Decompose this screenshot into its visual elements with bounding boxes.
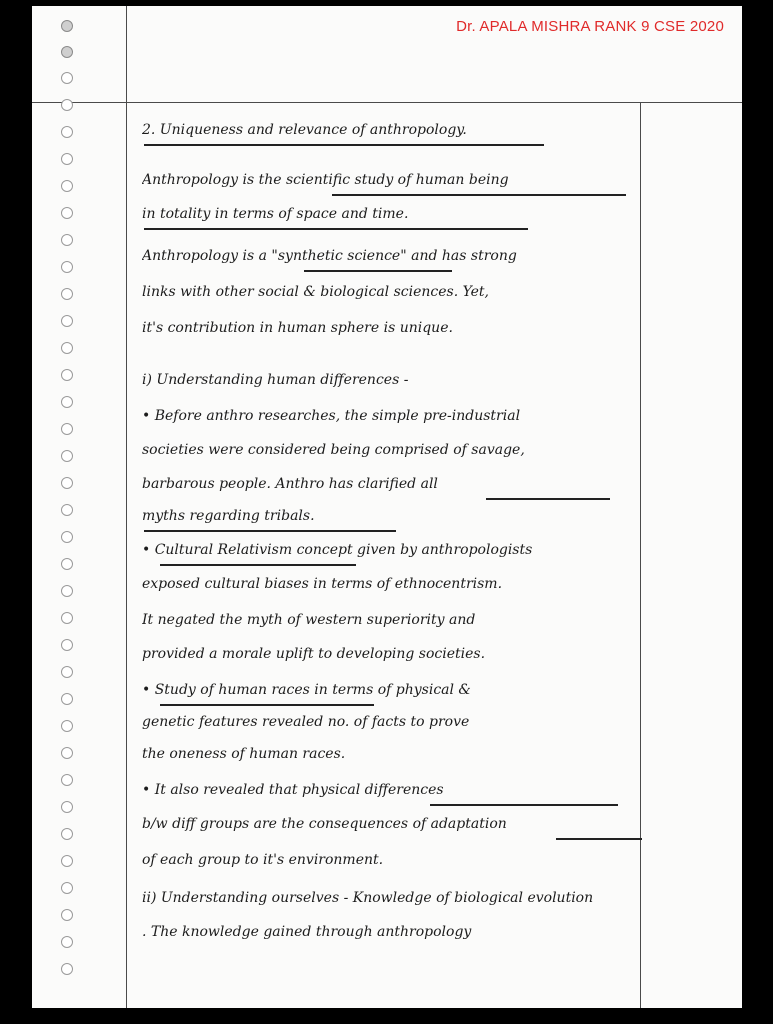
text-line: b/w diff groups are the consequences of adaptation: [142, 816, 507, 832]
binder-hole: [61, 99, 73, 111]
emphasis-underline: [160, 704, 374, 706]
subheading: ii) Understanding ourselves - Knowledge of biological evolution: [142, 890, 594, 906]
binder-hole: [61, 855, 73, 867]
bullet-line: • It also revealed that physical differences: [142, 782, 444, 798]
binder-hole: [61, 639, 73, 651]
emphasis-underline: [160, 564, 356, 566]
bullet-line: • Before anthro researches, the simple pre-industrial: [142, 408, 521, 424]
binder-hole: [61, 936, 73, 948]
bullet-line: • Study of human races in terms of physical &: [142, 682, 471, 698]
binder-hole: [61, 369, 73, 381]
binder-hole: [61, 882, 73, 894]
binder-hole: [61, 477, 73, 489]
binder-hole: [61, 423, 73, 435]
binder-hole: [61, 747, 73, 759]
text-line: . The knowledge gained through anthropology: [142, 924, 472, 940]
binder-hole: [61, 180, 73, 192]
text-line: myths regarding tribals.: [142, 508, 315, 524]
heading-underline: [144, 144, 544, 146]
binder-hole: [61, 774, 73, 786]
binder-hole: [61, 531, 73, 543]
emphasis-underline: [144, 228, 528, 230]
bullet-line: • Cultural Relativism concept given by anthropologists: [142, 542, 533, 558]
text-line: exposed cultural biases in terms of ethnocentrism.: [142, 576, 503, 592]
emphasis-underline: [430, 804, 618, 806]
binder-hole: [61, 909, 73, 921]
emphasis-underline: [144, 530, 396, 532]
emphasis-underline: [556, 838, 642, 840]
watermark: Dr. APALA MISHRA RANK 9 CSE 2020: [456, 18, 724, 35]
binder-hole: [61, 504, 73, 516]
binder-hole: [61, 342, 73, 354]
text-line: barbarous people. Anthro has clarified all: [142, 476, 438, 492]
top-rule: [32, 102, 742, 103]
binder-hole: [61, 261, 73, 273]
binder-hole: [61, 396, 73, 408]
left-margin-line: [126, 6, 127, 1008]
binder-hole: [61, 612, 73, 624]
binder-hole: [61, 126, 73, 138]
binder-hole: [61, 666, 73, 678]
text-line: Anthropology is the scientific study of human being: [142, 172, 509, 188]
binder-hole: [61, 20, 73, 32]
binder-hole: [61, 801, 73, 813]
binder-hole: [61, 72, 73, 84]
emphasis-underline: [304, 270, 452, 272]
binder-hole: [61, 46, 73, 58]
binder-hole: [61, 693, 73, 705]
binder-hole: [61, 207, 73, 219]
binder-hole: [61, 585, 73, 597]
question-heading: 2. Uniqueness and relevance of anthropology.: [142, 122, 467, 138]
binder-hole: [61, 288, 73, 300]
binder-hole: [61, 963, 73, 975]
text-line: It negated the myth of western superiority and: [142, 612, 476, 628]
binder-hole: [61, 828, 73, 840]
notebook-page: [32, 6, 742, 1008]
binder-hole: [61, 234, 73, 246]
text-line: societies were considered being comprised of savage,: [142, 442, 525, 458]
text-line: it's contribution in human sphere is unique.: [142, 320, 453, 336]
binder-hole: [61, 720, 73, 732]
text-line: the oneness of human races.: [142, 746, 346, 762]
binder-hole: [61, 450, 73, 462]
text-line: of each group to it's environment.: [142, 852, 384, 868]
binder-hole: [61, 558, 73, 570]
text-line: links with other social & biological sciences. Yet,: [142, 284, 489, 300]
right-margin-line: [640, 102, 641, 1008]
emphasis-underline: [332, 194, 626, 196]
text-line: Anthropology is a "synthetic science" and has strong: [142, 248, 517, 264]
emphasis-underline: [486, 498, 610, 500]
text-line: provided a morale uplift to developing societies.: [142, 646, 486, 662]
binder-hole: [61, 153, 73, 165]
subheading: i) Understanding human differences -: [142, 372, 409, 388]
text-line: genetic features revealed no. of facts to prove: [142, 714, 470, 730]
text-line: in totality in terms of space and time.: [142, 206, 409, 222]
binder-hole: [61, 315, 73, 327]
